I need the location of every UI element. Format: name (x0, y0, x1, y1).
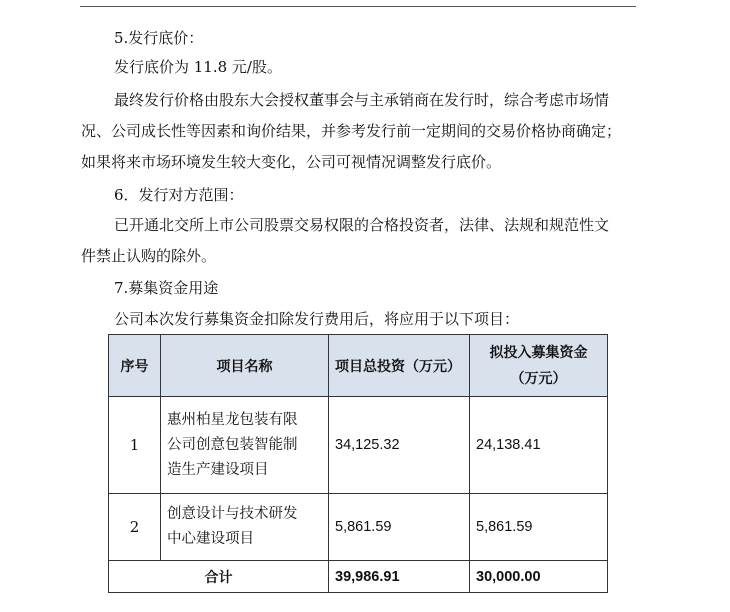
header-raised-funds-line-2: （万元） (510, 370, 567, 387)
row-total-investment: 34,125.32 (329, 397, 470, 494)
section-5-desc-line-2: 况、公司成长性等因素和询价结果，并参考发行前一定期间的交易价格协商确定； (81, 122, 622, 140)
row-total-investment: 5,861.59 (329, 494, 470, 561)
section-7-desc: 公司本次发行募集资金扣除发行费用后，将应用于以下项目： (114, 310, 520, 328)
section-5-desc-line-3: 如果将来市场环境发生较大变化，公司可视情况调整发行底价。 (81, 153, 502, 171)
total-investment-sum: 39,986.91 (329, 561, 470, 593)
table-row (109, 494, 608, 561)
section-5-title: 5.发行底价： (114, 29, 204, 47)
header-index: 序号 (109, 335, 161, 397)
row-index: 2 (109, 494, 161, 561)
section-6-desc-line-2: 件禁止认购的除外。 (81, 247, 217, 265)
header-raised-funds-line-1: 拟投入募集资金 (489, 344, 588, 361)
projects-table (108, 334, 608, 593)
total-label: 合计 (109, 561, 329, 593)
header-raised-funds (470, 335, 608, 397)
section-6-title: 6．发行对方范围： (114, 186, 244, 204)
project-name-line: 造生产建设项目 (167, 461, 269, 478)
row-index: 1 (109, 397, 161, 494)
table-total-row (109, 561, 608, 593)
project-name-line: 创意设计与技术研发 (167, 506, 298, 522)
row-project-name (161, 397, 329, 494)
section-6-desc-line-1: 已开通北交所上市公司股票交易权限的合格投资者，法律、法规和规范性文 (114, 216, 610, 234)
table-row (109, 397, 608, 494)
project-name-line: 惠州柏星龙包装有限 (167, 411, 298, 428)
project-name-line: 中心建设项目 (167, 531, 254, 547)
header-total-investment: 项目总投资（万元） (329, 335, 470, 397)
section-5-desc-line-1: 最终发行价格由股东大会授权董事会与主承销商在发行时，综合考虑市场情 (114, 91, 610, 109)
row-raised-funds: 5,861.59 (470, 494, 608, 561)
project-name-line: 公司创意包装智能制 (167, 436, 298, 453)
table-header-row (109, 335, 608, 397)
top-divider (80, 6, 636, 7)
row-project-name (161, 494, 329, 561)
row-raised-funds: 24,138.41 (470, 397, 608, 494)
total-raised-sum: 30,000.00 (470, 561, 608, 593)
section-7-title: 7.募集资金用途 (114, 279, 219, 297)
section-5-price: 发行底价为 11.8 元/股。 (114, 58, 282, 76)
header-project-name: 项目名称 (161, 335, 329, 397)
